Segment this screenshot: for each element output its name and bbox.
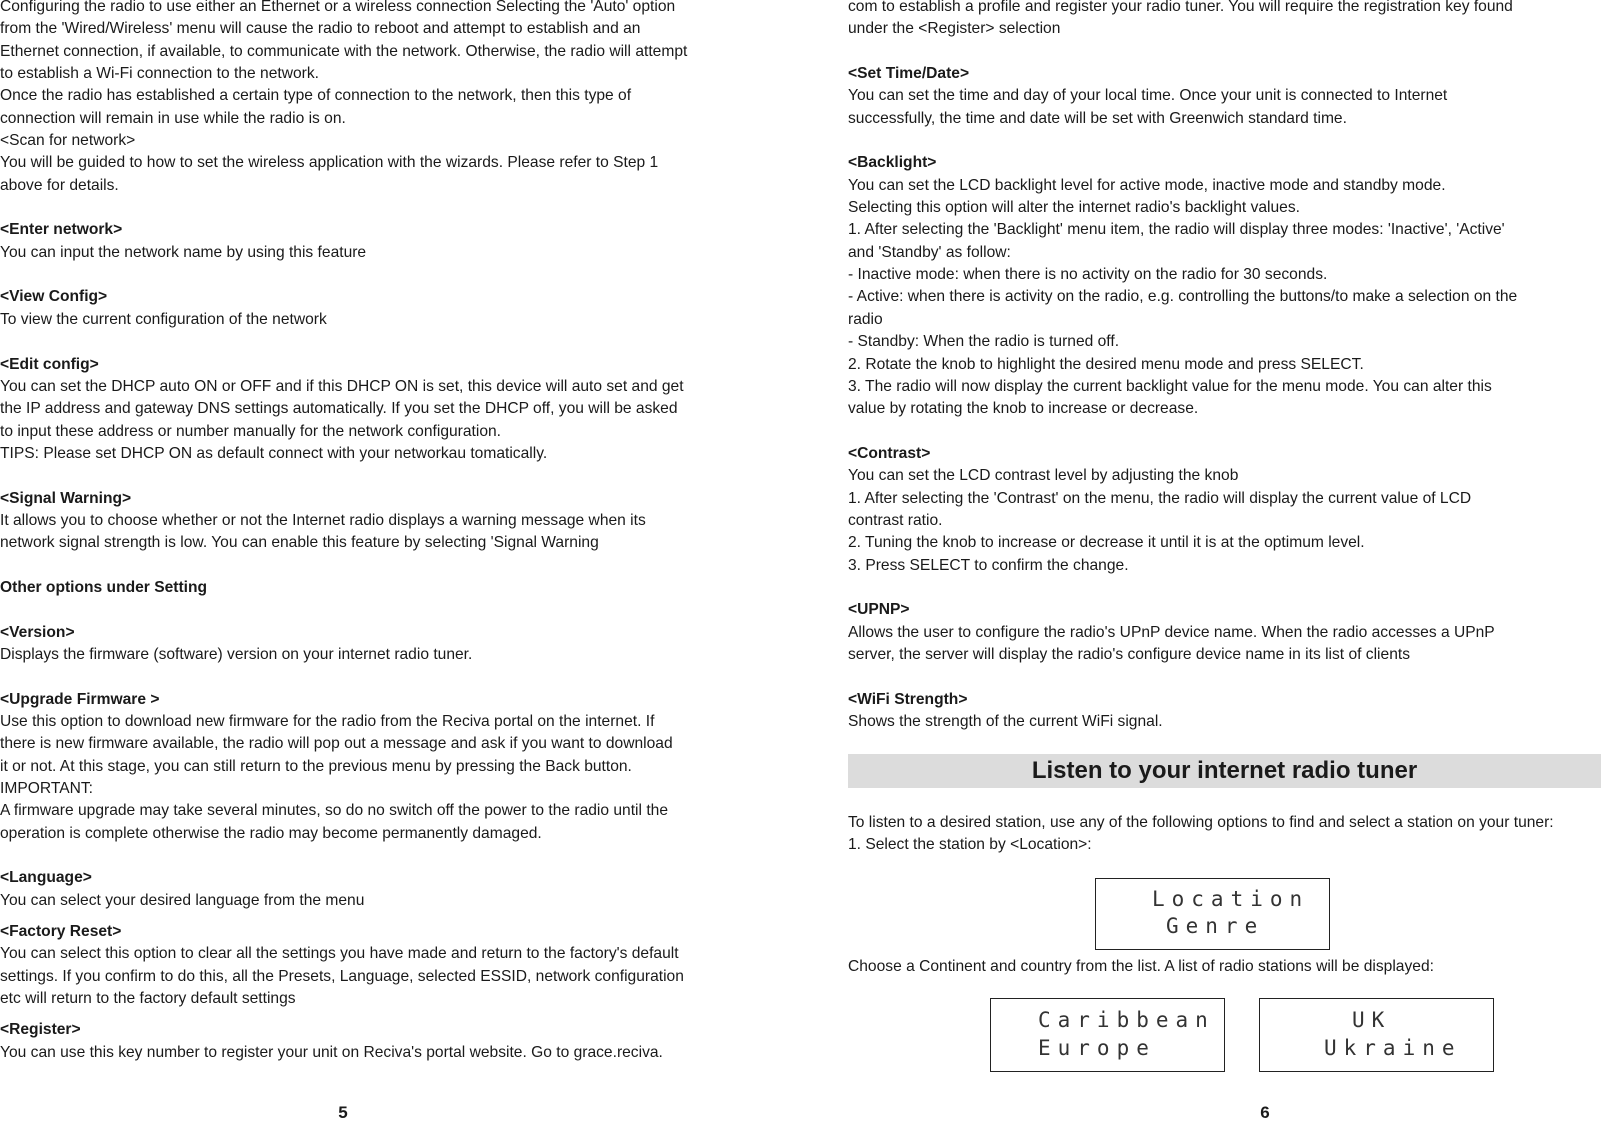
right-text-line: 2. Rotate the knob to highlight the desired menu mode and press SELECT. bbox=[848, 355, 1364, 373]
right-text-line: 1. After selecting the 'Contrast' on the menu, the radio will display the current value of LCD bbox=[848, 489, 1472, 507]
left-spacer bbox=[0, 555, 740, 577]
listen-intro bbox=[848, 812, 1554, 857]
lcd-location-line1: Location bbox=[1152, 887, 1310, 911]
right-text-line: server, the server will display the radio's configure device name in its list of clients bbox=[848, 645, 1410, 663]
left-heading: <Version> bbox=[0, 623, 75, 641]
left-spacer bbox=[0, 845, 740, 867]
left-heading: <Upgrade Firmware > bbox=[0, 690, 160, 708]
right-text-line: and 'Standby' as follow: bbox=[848, 243, 1011, 261]
lcd-country-line1: UK bbox=[1352, 1008, 1392, 1032]
left-heading: <View Config> bbox=[0, 288, 108, 306]
right-text-line: com to establish a profile and register your radio tuner. You will require the registration key found bbox=[848, 0, 1513, 15]
right-text-line: Allows the user to configure the radio's UPnP device name. When the radio accesses a UPnP bbox=[848, 623, 1495, 641]
page-number-left: 5 bbox=[338, 1103, 348, 1122]
left-spacer bbox=[0, 666, 740, 688]
left-spacer bbox=[0, 264, 740, 286]
left-text-line: TIPS: Please set DHCP ON as default connect with your networkau tomatically. bbox=[0, 444, 548, 462]
page-number-right: 6 bbox=[1260, 1103, 1270, 1122]
lcd-location-line2: Genre bbox=[1166, 914, 1265, 938]
right-text-line: - Standby: When the radio is turned off. bbox=[848, 333, 1120, 351]
right-text-line: - Active: when there is activity on the radio, e.g. controlling the buttons/to make a selection on the bbox=[848, 288, 1518, 306]
left-text-line: A firmware upgrade may take several minutes, so do no switch off the power to the radio until the bbox=[0, 802, 668, 820]
right-text-line: You can set the time and day of your local time. Once your unit is connected to Internet bbox=[848, 87, 1448, 105]
left-text-line: etc will return to the factory default settings bbox=[0, 990, 296, 1008]
right-spacer bbox=[848, 421, 1600, 443]
right-spacer bbox=[848, 577, 1600, 599]
left-heading: <Signal Warning> bbox=[0, 489, 132, 507]
right-text-line: under the <Register> selection bbox=[848, 20, 1061, 38]
right-text-line: value by rotating the knob to increase or decrease. bbox=[848, 400, 1199, 418]
left-heading: <Register> bbox=[0, 1021, 81, 1039]
left-text-line: operation is complete otherwise the radio may become permanently damaged. bbox=[0, 824, 542, 842]
continent-instructions: Choose a Continent and country from the list. A list of radio stations will be displayed: bbox=[848, 958, 1434, 975]
right-text-line: 1. After selecting the 'Backlight' menu item, the radio will display three modes: 'Inactive', 'Active' bbox=[848, 221, 1505, 239]
left-spacer bbox=[0, 912, 740, 921]
lcd-location-display bbox=[1095, 878, 1330, 950]
listen-intro-text: To listen to a desired station, use any of the following options to find and select a station on your tuner: bbox=[848, 814, 1554, 831]
right-heading: <UPNP> bbox=[848, 601, 910, 619]
left-spacer bbox=[0, 1010, 740, 1019]
left-text-line: it or not. At this stage, you can still return to the previous menu by pressing the Back button. bbox=[0, 757, 632, 775]
left-spacer bbox=[0, 465, 740, 487]
right-spacer bbox=[848, 666, 1600, 688]
left-heading: <Enter network> bbox=[0, 221, 123, 239]
right-text-line: 2. Tuning the knob to increase or decrease it until it is at the optimum level. bbox=[848, 534, 1365, 552]
left-text-line: <Scan for network> bbox=[0, 132, 136, 150]
left-text-line: connection will remain in use while the radio is on. bbox=[0, 109, 346, 127]
left-text-line: You can select your desired language from the menu bbox=[0, 891, 365, 909]
right-text-line: radio bbox=[848, 310, 883, 328]
left-text-line: You can use this key number to register your unit on Reciva's portal website. Go to grace.reciva. bbox=[0, 1043, 663, 1061]
right-spacer bbox=[848, 130, 1600, 152]
left-text-line: Use this option to download new firmware for the radio from the Reciva portal on the internet. If bbox=[0, 713, 655, 730]
lcd-continent-line1: Caribbean bbox=[1038, 1008, 1215, 1032]
left-text-line: You will be guided to how to set the wireless application with the wizards. Please refer to Step 1 bbox=[0, 154, 659, 172]
lcd-country-line2: Ukraine bbox=[1324, 1036, 1462, 1060]
left-heading: <Edit config> bbox=[0, 355, 99, 373]
left-text-line: there is new firmware available, the radio will pop out a message and ask if you want to download bbox=[0, 735, 673, 753]
left-text-line: IMPORTANT: bbox=[0, 780, 93, 798]
lcd-country-display bbox=[1259, 998, 1494, 1072]
left-text-line: to establish a Wi-Fi connection to the network. bbox=[0, 65, 319, 83]
left-text-line: Configuring the radio to use either an Ethernet or a wireless connection Selecting the 'Auto' option bbox=[0, 0, 676, 15]
left-heading: <Factory Reset> bbox=[0, 923, 122, 941]
left-text-line: the IP address and gateway DNS settings automatically. If you set the DHCP off, you will be asked bbox=[0, 400, 678, 418]
left-heading: Other options under Setting bbox=[0, 578, 208, 596]
right-column bbox=[848, 0, 1600, 733]
left-text-line: from the 'Wired/Wireless' menu will cause the radio to reboot and attempt to establish and an bbox=[0, 20, 641, 38]
left-column bbox=[0, 0, 740, 1064]
right-text-line: Shows the strength of the current WiFi signal. bbox=[848, 713, 1163, 730]
right-heading: <Backlight> bbox=[848, 154, 937, 172]
left-text-line: Ethernet connection, if available, to communicate with the network. Otherwise, the radio will attempt bbox=[0, 42, 688, 60]
left-text-line: settings. If you confirm to do this, all the Presets, Language, selected ESSID, network configuration bbox=[0, 967, 684, 985]
right-text-line: 3. Press SELECT to confirm the change. bbox=[848, 556, 1129, 574]
right-text-line: You can set the LCD backlight level for active mode, inactive mode and standby mode. bbox=[848, 176, 1446, 194]
left-text-line: to input these address or number manually for the network configuration. bbox=[0, 422, 502, 440]
right-text-line: Selecting this option will alter the internet radio's backlight values. bbox=[848, 199, 1300, 217]
left-spacer bbox=[0, 599, 740, 621]
right-heading: <WiFi Strength> bbox=[848, 690, 968, 708]
right-heading: <Set Time/Date> bbox=[848, 65, 970, 83]
left-spacer bbox=[0, 197, 740, 219]
listen-step-1: 1. Select the station by <Location>: bbox=[848, 836, 1092, 854]
left-text-line: It allows you to choose whether or not the Internet radio displays a warning message when its bbox=[0, 511, 646, 529]
right-text-line: successfully, the time and date will be set with Greenwich standard time. bbox=[848, 109, 1347, 127]
right-text-line: contrast ratio. bbox=[848, 511, 943, 529]
left-text-line: Once the radio has established a certain type of connection to the network, then this type of bbox=[0, 87, 632, 105]
right-text-line: 3. The radio will now display the current backlight value for the menu mode. You can alter this bbox=[848, 377, 1492, 395]
left-text-line: network signal strength is low. You can enable this feature by selecting 'Signal Warning bbox=[0, 534, 599, 552]
lcd-continent-display bbox=[990, 998, 1225, 1072]
left-text-line: To view the current configuration of the network bbox=[0, 310, 327, 328]
right-heading: <Contrast> bbox=[848, 444, 931, 462]
left-text-line: Displays the firmware (software) version on your internet radio tuner. bbox=[0, 645, 473, 663]
left-text-line: above for details. bbox=[0, 176, 119, 194]
left-text-line: You can input the network name by using this feature bbox=[0, 243, 367, 261]
right-spacer bbox=[848, 41, 1600, 63]
section-banner: Listen to your internet radio tuner bbox=[848, 754, 1601, 788]
right-text-line: - Inactive mode: when there is no activity on the radio for 30 seconds. bbox=[848, 266, 1328, 284]
left-text-line: You can select this option to clear all the settings you have made and return to the factory's default bbox=[0, 945, 679, 963]
lcd-continent-line2: Europe bbox=[1038, 1036, 1156, 1060]
left-text-line: You can set the DHCP auto ON or OFF and if this DHCP ON is set, this device will auto set and get bbox=[0, 377, 684, 395]
left-spacer bbox=[0, 331, 740, 353]
left-heading: <Language> bbox=[0, 869, 92, 887]
right-text-line: You can set the LCD contrast level by adjusting the knob bbox=[848, 467, 1239, 485]
